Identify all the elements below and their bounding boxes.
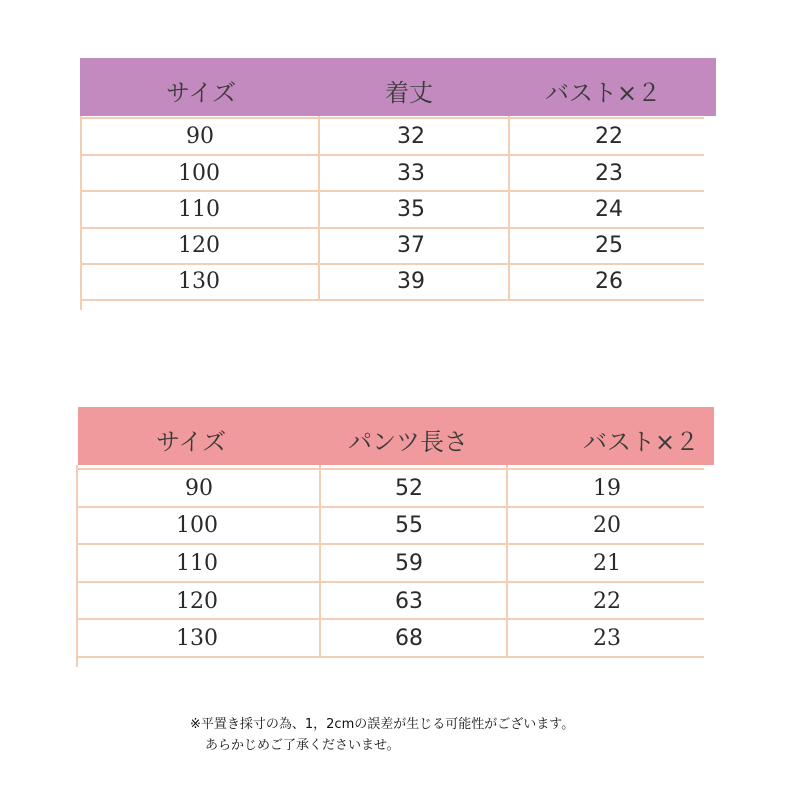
table-2-left-border: [76, 465, 78, 667]
table-2-header: [78, 407, 714, 465]
measurement-note-line-2: あらかじめご了承くださいませ。: [205, 738, 400, 753]
table-1-cell-bust: 26: [595, 269, 623, 294]
table-2-row-line: [78, 506, 704, 508]
table-2-row-line: [78, 581, 704, 583]
table-2-cell-size: 100: [176, 513, 218, 538]
table-2-cell-pants-length: 63: [395, 589, 423, 614]
table-2-cell-bust: 20: [593, 513, 621, 538]
table-2-row-line: [78, 543, 704, 545]
table-1-cell-bust: 23: [595, 161, 623, 186]
table-2-header-bust: バスト×２: [583, 428, 700, 456]
table-1-cell-length: 39: [397, 269, 425, 294]
table-1-cell-length: 37: [397, 233, 425, 258]
table-2-cell-size: 110: [176, 551, 218, 576]
table-1-cell-length: 35: [397, 197, 425, 222]
table-1-cell-size: 130: [178, 269, 220, 294]
table-2-row-line: [78, 656, 704, 658]
table-2-cell-size: 120: [176, 589, 218, 614]
measurement-note-line-1: ※平置き採寸の為、1，2cmの誤差が生じる可能性がございます。: [190, 717, 575, 732]
table-1-header-length: 着丈: [385, 79, 433, 107]
table-2-cell-pants-length: 52: [395, 476, 423, 501]
table-1-cell-size: 110: [178, 197, 220, 222]
table-2-col-divider-1: [319, 465, 321, 657]
table-1-cell-size: 120: [178, 233, 220, 258]
table-1-cell-length: 33: [397, 161, 425, 186]
table-2-header-pants-length: パンツ長さ: [348, 428, 468, 456]
table-2-col-divider-2: [506, 465, 508, 657]
table-2-cell-pants-length: 55: [395, 513, 423, 538]
table-2-cell-bust: 22: [593, 589, 621, 614]
table-1-header-bust: バスト×２: [545, 79, 662, 107]
table-1-cell-length: 32: [397, 124, 425, 149]
table-1-cell-bust: 22: [595, 124, 623, 149]
table-2-cell-size: 130: [176, 626, 218, 651]
table-2-row-line: [78, 468, 704, 470]
table-1-cell-size: 90: [186, 124, 214, 149]
table-2-cell-bust: 21: [593, 551, 621, 576]
table-2-header-size: サイズ: [156, 428, 227, 456]
table-2-cell-pants-length: 68: [395, 626, 423, 651]
table-2-cell-size: 90: [185, 476, 213, 501]
table-1-header-size: サイズ: [166, 79, 237, 107]
table-1-cell-bust: 25: [595, 233, 623, 258]
table-2-row-line: [78, 618, 704, 620]
table-1-cell-size: 100: [178, 161, 220, 186]
table-1-cell-bust: 24: [595, 197, 623, 222]
table-2-cell-bust: 19: [593, 476, 621, 501]
table-2-cell-bust: 23: [593, 626, 621, 651]
table-2-cell-pants-length: 59: [395, 551, 423, 576]
